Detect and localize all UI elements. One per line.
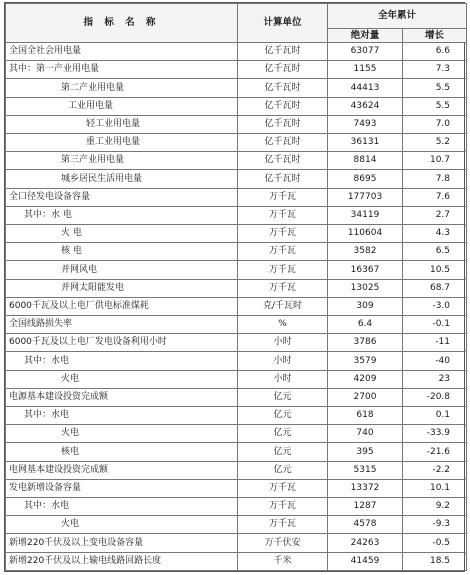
row-indicator-name: 新增220千伏及以上输电线路回路长度 (6, 552, 238, 570)
row-indicator-name: 核 电 (6, 243, 238, 261)
row-unit: 小时 (238, 352, 328, 370)
row-indicator-name: 火电 (6, 425, 238, 443)
row-indicator-name: 电网基本建设投资完成额 (6, 461, 238, 479)
row-growth-value: -9.3 (403, 516, 467, 534)
row-indicator-name: 新增220千伏及以上变电设备容量 (6, 534, 238, 552)
row-absolute-value: 36131 (328, 134, 403, 152)
table-row (6, 370, 467, 388)
row-unit: 亿元 (238, 407, 328, 425)
row-unit: 万千瓦 (238, 516, 328, 534)
row-absolute-value: 3582 (328, 243, 403, 261)
row-unit: 亿千瓦时 (238, 152, 328, 170)
row-growth-value: 23 (403, 370, 467, 388)
row-absolute-value: 5315 (328, 461, 403, 479)
row-unit: 万千瓦 (238, 261, 328, 279)
header-annual-total: 全年累计 (328, 4, 467, 29)
row-growth-value: 7.0 (403, 115, 467, 133)
row-unit: 万千伏安 (238, 534, 328, 552)
header-absolute: 绝对量 (328, 29, 403, 43)
table-header-row (6, 4, 467, 29)
row-indicator-name: 并网风电 (6, 261, 238, 279)
row-absolute-value: 1287 (328, 498, 403, 516)
row-indicator-name: 发电新增设备容量 (6, 479, 238, 497)
table-row (6, 279, 467, 297)
row-absolute-value: 16367 (328, 261, 403, 279)
row-indicator-name: 其中：水电 (6, 498, 238, 516)
table-row (6, 316, 467, 334)
row-unit: 亿元 (238, 425, 328, 443)
row-unit: 亿千瓦时 (238, 79, 328, 97)
row-absolute-value: 41459 (328, 552, 403, 570)
row-indicator-name: 全国线路损失率 (6, 316, 238, 334)
row-growth-value: 6.5 (403, 243, 467, 261)
row-absolute-value: 8695 (328, 170, 403, 188)
row-indicator-name: 工业用电量 (6, 97, 238, 115)
table-row (6, 225, 467, 243)
row-absolute-value: 24263 (328, 534, 403, 552)
row-growth-value: 5.5 (403, 97, 467, 115)
row-indicator-name: 火电 (6, 516, 238, 534)
row-unit: 亿千瓦时 (238, 97, 328, 115)
row-absolute-value: 740 (328, 425, 403, 443)
table-row (6, 43, 467, 61)
row-growth-value: -0.1 (403, 316, 467, 334)
table-row (6, 352, 467, 370)
row-unit: 亿元 (238, 461, 328, 479)
row-absolute-value: 6.4 (328, 316, 403, 334)
header-growth: 增长 (403, 29, 467, 43)
row-unit: % (238, 316, 328, 334)
row-absolute-value: 110604 (328, 225, 403, 243)
row-indicator-name: 全口径发电设备容量 (6, 188, 238, 206)
row-indicator-name: 轻工业用电量 (6, 115, 238, 133)
row-unit: 亿千瓦时 (238, 115, 328, 133)
row-absolute-value: 395 (328, 443, 403, 461)
header-unit: 计算单位 (238, 4, 328, 43)
table-row (6, 79, 467, 97)
table-row (6, 407, 467, 425)
row-unit: 万千瓦 (238, 225, 328, 243)
table-row (6, 61, 467, 79)
table-row (6, 516, 467, 534)
row-growth-value: 5.2 (403, 134, 467, 152)
row-indicator-name: 全国全社会用电量 (6, 43, 238, 61)
row-growth-value: 18.5 (403, 552, 467, 570)
row-indicator-name: 核电 (6, 443, 238, 461)
row-absolute-value: 7493 (328, 115, 403, 133)
row-absolute-value: 34119 (328, 206, 403, 224)
row-growth-value: 0.1 (403, 407, 467, 425)
table-row (6, 152, 467, 170)
row-unit: 万千瓦 (238, 188, 328, 206)
row-absolute-value: 309 (328, 297, 403, 315)
table-row (6, 498, 467, 516)
table-row (6, 188, 467, 206)
row-absolute-value: 13372 (328, 479, 403, 497)
row-unit: 亿元 (238, 443, 328, 461)
table-row (6, 134, 467, 152)
statistics-table-container (4, 2, 465, 572)
row-unit: 万千瓦 (238, 479, 328, 497)
table-row (6, 115, 467, 133)
row-growth-value: 7.3 (403, 61, 467, 79)
table-row (6, 297, 467, 315)
row-growth-value: -40 (403, 352, 467, 370)
row-growth-value: 4.3 (403, 225, 467, 243)
table-row (6, 425, 467, 443)
table-row (6, 170, 467, 188)
row-unit: 万千瓦 (238, 498, 328, 516)
row-unit: 万千瓦 (238, 279, 328, 297)
row-unit: 亿千瓦时 (238, 61, 328, 79)
table-row (6, 552, 467, 570)
row-absolute-value: 8814 (328, 152, 403, 170)
row-unit: 克/千瓦时 (238, 297, 328, 315)
row-indicator-name: 重工业用电量 (6, 134, 238, 152)
table-row (6, 261, 467, 279)
row-indicator-name: 并网太阳能发电 (6, 279, 238, 297)
table-row (6, 388, 467, 406)
row-unit: 亿千瓦时 (238, 43, 328, 61)
row-indicator-name: 其中：水电 (6, 407, 238, 425)
row-growth-value: 2.7 (403, 206, 467, 224)
row-growth-value: 10.7 (403, 152, 467, 170)
table-row (6, 479, 467, 497)
row-unit: 亿千瓦时 (238, 134, 328, 152)
row-growth-value: -21.6 (403, 443, 467, 461)
row-growth-value: -20.8 (403, 388, 467, 406)
row-unit: 千米 (238, 552, 328, 570)
row-indicator-name: 第二产业用电量 (6, 79, 238, 97)
row-growth-value: 10.5 (403, 261, 467, 279)
row-indicator-name: 6000千瓦及以上电厂发电设备利用小时 (6, 334, 238, 352)
row-growth-value: 68.7 (403, 279, 467, 297)
row-absolute-value: 3579 (328, 352, 403, 370)
row-indicator-name: 城乡居民生活用电量 (6, 170, 238, 188)
table-row (6, 534, 467, 552)
row-growth-value: 5.5 (403, 79, 467, 97)
table-row (6, 243, 467, 261)
row-absolute-value: 4209 (328, 370, 403, 388)
row-absolute-value: 177703 (328, 188, 403, 206)
table-body (6, 43, 467, 571)
row-absolute-value: 44413 (328, 79, 403, 97)
row-growth-value: 10.1 (403, 479, 467, 497)
row-unit: 亿千瓦时 (238, 170, 328, 188)
row-unit: 万千瓦 (238, 206, 328, 224)
table-row (6, 443, 467, 461)
row-absolute-value: 63077 (328, 43, 403, 61)
row-absolute-value: 43624 (328, 97, 403, 115)
row-growth-value: -33.9 (403, 425, 467, 443)
row-absolute-value: 3786 (328, 334, 403, 352)
row-absolute-value: 4578 (328, 516, 403, 534)
row-growth-value: 9.2 (403, 498, 467, 516)
row-indicator-name: 其中：水 电 (6, 206, 238, 224)
header-indicator-name: 指 标 名 称 (6, 4, 238, 43)
electricity-statistics-table (5, 3, 467, 571)
table-row (6, 334, 467, 352)
row-growth-value: -11 (403, 334, 467, 352)
row-indicator-name: 第三产业用电量 (6, 152, 238, 170)
row-absolute-value: 13025 (328, 279, 403, 297)
row-indicator-name: 其中：第一产业用电量 (6, 61, 238, 79)
row-unit: 万千瓦 (238, 243, 328, 261)
row-unit: 小时 (238, 334, 328, 352)
row-growth-value: -0.5 (403, 534, 467, 552)
row-unit: 小时 (238, 370, 328, 388)
row-growth-value: 7.8 (403, 170, 467, 188)
row-growth-value: 7.6 (403, 188, 467, 206)
row-indicator-name: 6000千瓦及以上电厂供电标准煤耗 (6, 297, 238, 315)
table-row (6, 206, 467, 224)
row-growth-value: -2.2 (403, 461, 467, 479)
row-indicator-name: 电源基本建设投资完成额 (6, 388, 238, 406)
row-indicator-name: 火电 (6, 370, 238, 388)
row-growth-value: -3.0 (403, 297, 467, 315)
row-indicator-name: 火 电 (6, 225, 238, 243)
row-indicator-name: 其中：水电 (6, 352, 238, 370)
table-row (6, 97, 467, 115)
row-absolute-value: 1155 (328, 61, 403, 79)
row-growth-value: 6.6 (403, 43, 467, 61)
row-unit: 亿元 (238, 388, 328, 406)
row-absolute-value: 2700 (328, 388, 403, 406)
table-row (6, 461, 467, 479)
row-absolute-value: 618 (328, 407, 403, 425)
